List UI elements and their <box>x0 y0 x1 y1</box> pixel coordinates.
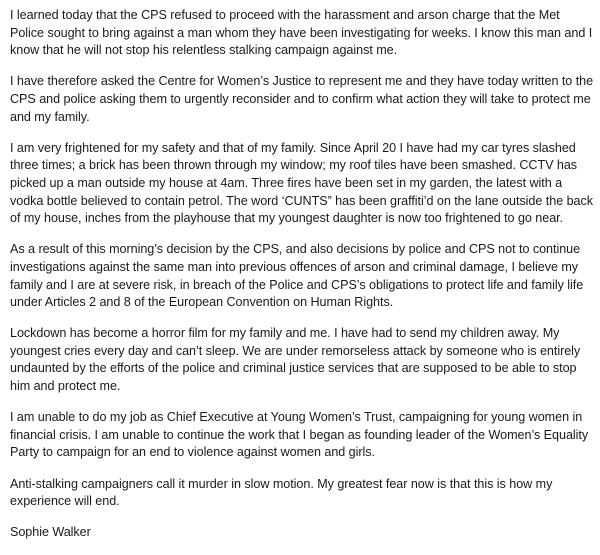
paragraph-incidents: I am very frightened for my safety and that of my family. Since April 20 I have had my car tyres slashed three times; a brick has been thrown through my window; my roof tiles have been smashed. CCTV has picked up a man outside my house at 4am. Three fires have been set in my garden, the latest with a vodka bottle believed to contain petrol. The word ‘CUNTS” has been graffiti’d on the lane outside the back of my house, inches from the playhouse that my youngest daughter is now too frightened to go near. <box>10 140 593 226</box>
statement-document <box>10 7 596 542</box>
signature: Sophie Walker <box>10 525 91 540</box>
paragraph-centre-for-womens-justice: I have therefore asked the Centre for Women’s Justice to represent me and they have today written to the CPS and police asking them to urgently reconsider and to confirm what action they will take to protect me and my family. <box>10 74 594 124</box>
paragraph-severe-risk: As a result of this morning’s decision by the CPS, and also decisions by police and CPS not to continue investigations against the same man into previous offences of arson and criminal damage, I believe my family and I are at severe risk, in breach of the Police and CPS’s obligations to protect life and family life under Articles 2 and 8 of the European Convention on Human Rights. <box>10 242 584 310</box>
paragraph-unable-to-work: I am unable to do my job as Chief Executive at Young Women’s Trust, campaigning for young women in financial crisis. I am unable to continue the work that I began as founding leader of the Women’s Equality Party to campaign for an end to violence against women and girls. <box>10 410 589 460</box>
paragraph-cps-refusal: I learned today that the CPS refused to proceed with the harassment and arson charge that the Met Police sought to bring against a man whom they have been investigating for weeks. I know this man and I know that he will not stop his relentless stalking campaign against me. <box>10 8 593 58</box>
paragraph-greatest-fear: Anti-stalking campaigners call it murder in slow motion. My greatest fear now is that this is how my experience will end. <box>10 476 553 509</box>
paragraph-lockdown: Lockdown has become a horror film for my family and me. I have had to send my children away. My youngest cries every day and can’t sleep. We are under remorseless attack by someone who is entirely undaunted by the efforts of the police and criminal justice services that are supposed to be able to stop him and protect me. <box>10 326 581 394</box>
